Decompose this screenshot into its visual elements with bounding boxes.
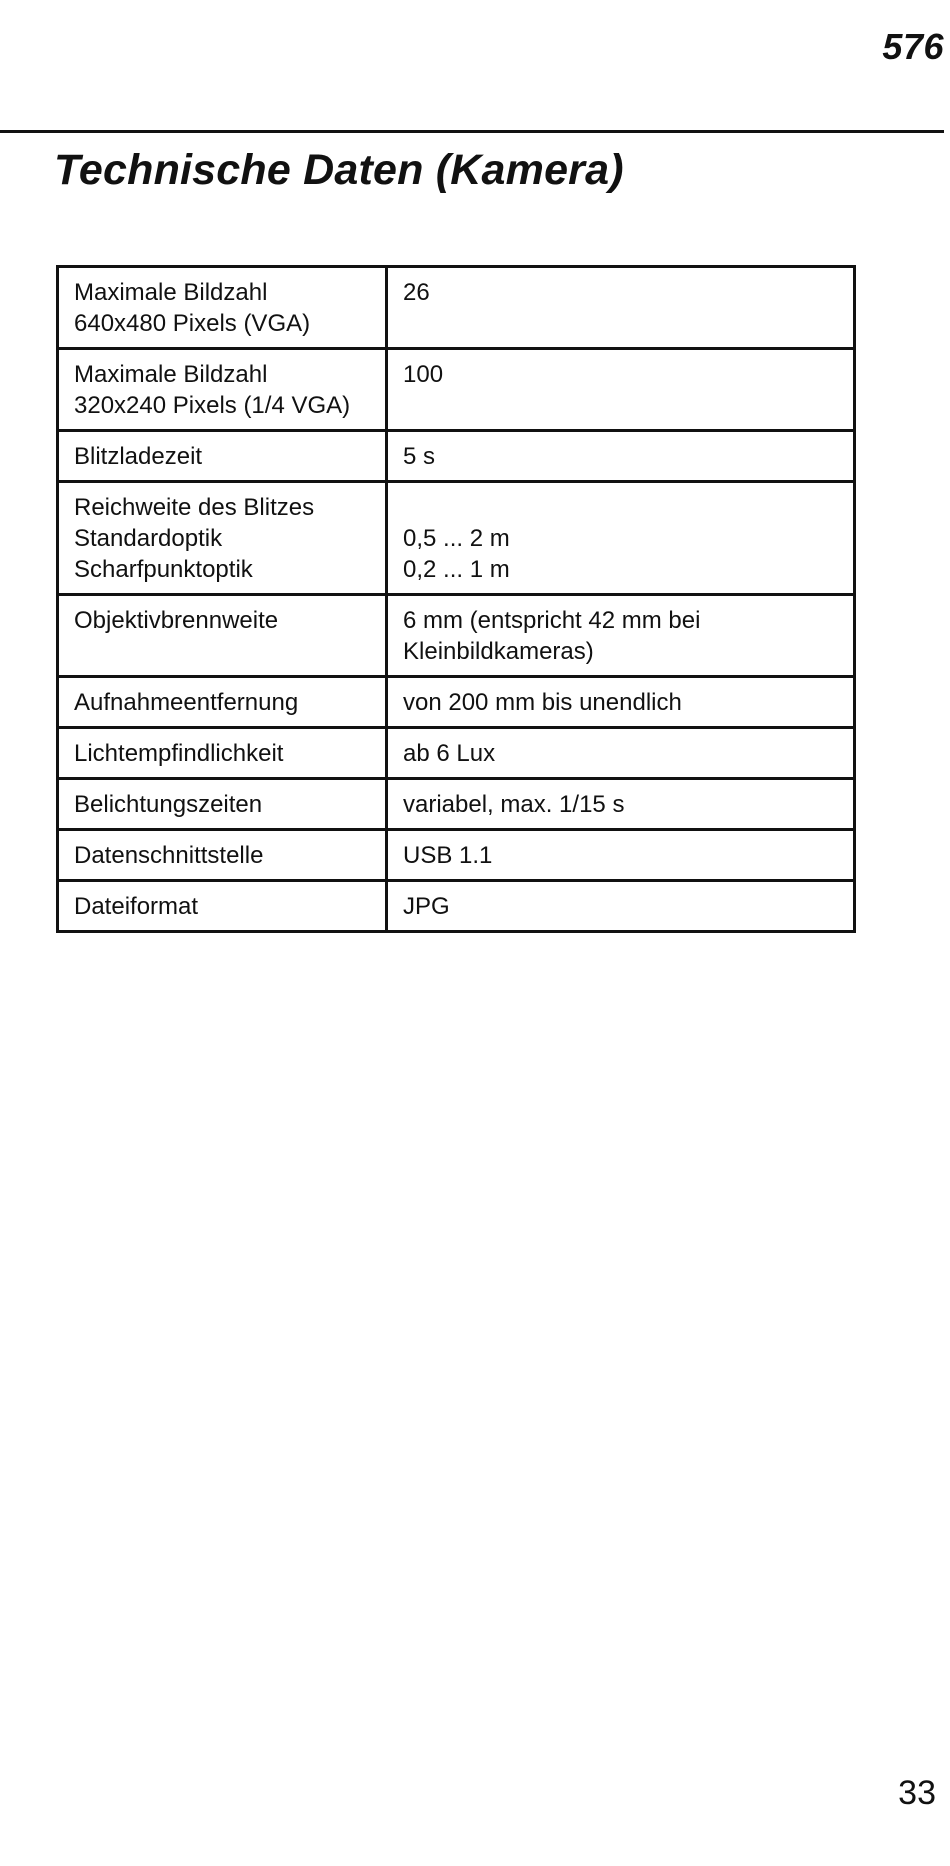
spec-label-line: Reichweite des Blitzes <box>74 494 315 521</box>
spec-value-line: variabel, max. 1/15 s <box>403 791 625 818</box>
spec-label-line: 640x480 Pixels (VGA) <box>74 310 311 337</box>
spec-value-line: USB 1.1 <box>403 842 493 869</box>
spec-value-line <box>403 492 839 523</box>
spec-value-line: von 200 mm bis unendlich <box>403 689 682 716</box>
spec-label-line: Blitzladezeit <box>74 443 203 470</box>
spec-value-line: 100 <box>403 361 444 388</box>
spec-label <box>58 830 387 881</box>
table-row <box>58 881 855 932</box>
spec-label-line: Scharfpunktoptik <box>74 556 253 583</box>
spec-table <box>56 265 856 933</box>
spec-label-line: Objektivbrennweite <box>74 607 279 634</box>
model-number: 576 <box>882 26 944 67</box>
table-row <box>58 595 855 677</box>
page-number: 33 <box>898 1774 936 1812</box>
spec-value-line: 26 <box>403 279 430 306</box>
table-row <box>58 677 855 728</box>
table-row <box>58 267 855 349</box>
spec-label <box>58 881 387 932</box>
spec-value <box>387 881 855 932</box>
table-row <box>58 431 855 482</box>
table-row <box>58 728 855 779</box>
spec-value <box>387 431 855 482</box>
page-title: Technische Daten (Kamera) <box>54 146 624 194</box>
spec-value <box>387 728 855 779</box>
spec-value-line: ab 6 Lux <box>403 740 496 767</box>
spec-label-line: Maximale Bildzahl <box>74 361 268 388</box>
spec-label <box>58 482 387 595</box>
spec-value-line: 0,2 ... 1 m <box>403 556 510 583</box>
spec-label-line: Maximale Bildzahl <box>74 279 268 306</box>
spec-label-line: Datenschnittstelle <box>74 842 264 869</box>
spec-label-line: Dateiformat <box>74 893 199 920</box>
spec-label <box>58 595 387 677</box>
spec-label-line: Aufnahmeentfernung <box>74 689 299 716</box>
spec-value <box>387 482 855 595</box>
spec-value <box>387 779 855 830</box>
spec-value-line: 0,5 ... 2 m <box>403 525 510 552</box>
table-row <box>58 349 855 431</box>
spec-label <box>58 349 387 431</box>
spec-value <box>387 349 855 431</box>
spec-label-line: 320x240 Pixels (1/4 VGA) <box>74 392 351 419</box>
spec-label <box>58 779 387 830</box>
spec-value-line: 5 s <box>403 443 436 470</box>
spec-label-line: Standardoptik <box>74 525 223 552</box>
spec-value-line: Kleinbildkameras) <box>403 638 594 665</box>
spec-label-line: Lichtempfindlichkeit <box>74 740 284 767</box>
spec-value-line: 6 mm (entspricht 42 mm bei <box>403 607 701 634</box>
spec-value <box>387 830 855 881</box>
table-row <box>58 482 855 595</box>
spec-label <box>58 728 387 779</box>
header-rule <box>0 130 944 133</box>
spec-value <box>387 267 855 349</box>
spec-label-line: Belichtungszeiten <box>74 791 263 818</box>
spec-value-line: JPG <box>403 893 450 920</box>
spec-label <box>58 267 387 349</box>
spec-value <box>387 595 855 677</box>
table-row <box>58 830 855 881</box>
spec-value <box>387 677 855 728</box>
spec-label <box>58 431 387 482</box>
table-row <box>58 779 855 830</box>
spec-label <box>58 677 387 728</box>
